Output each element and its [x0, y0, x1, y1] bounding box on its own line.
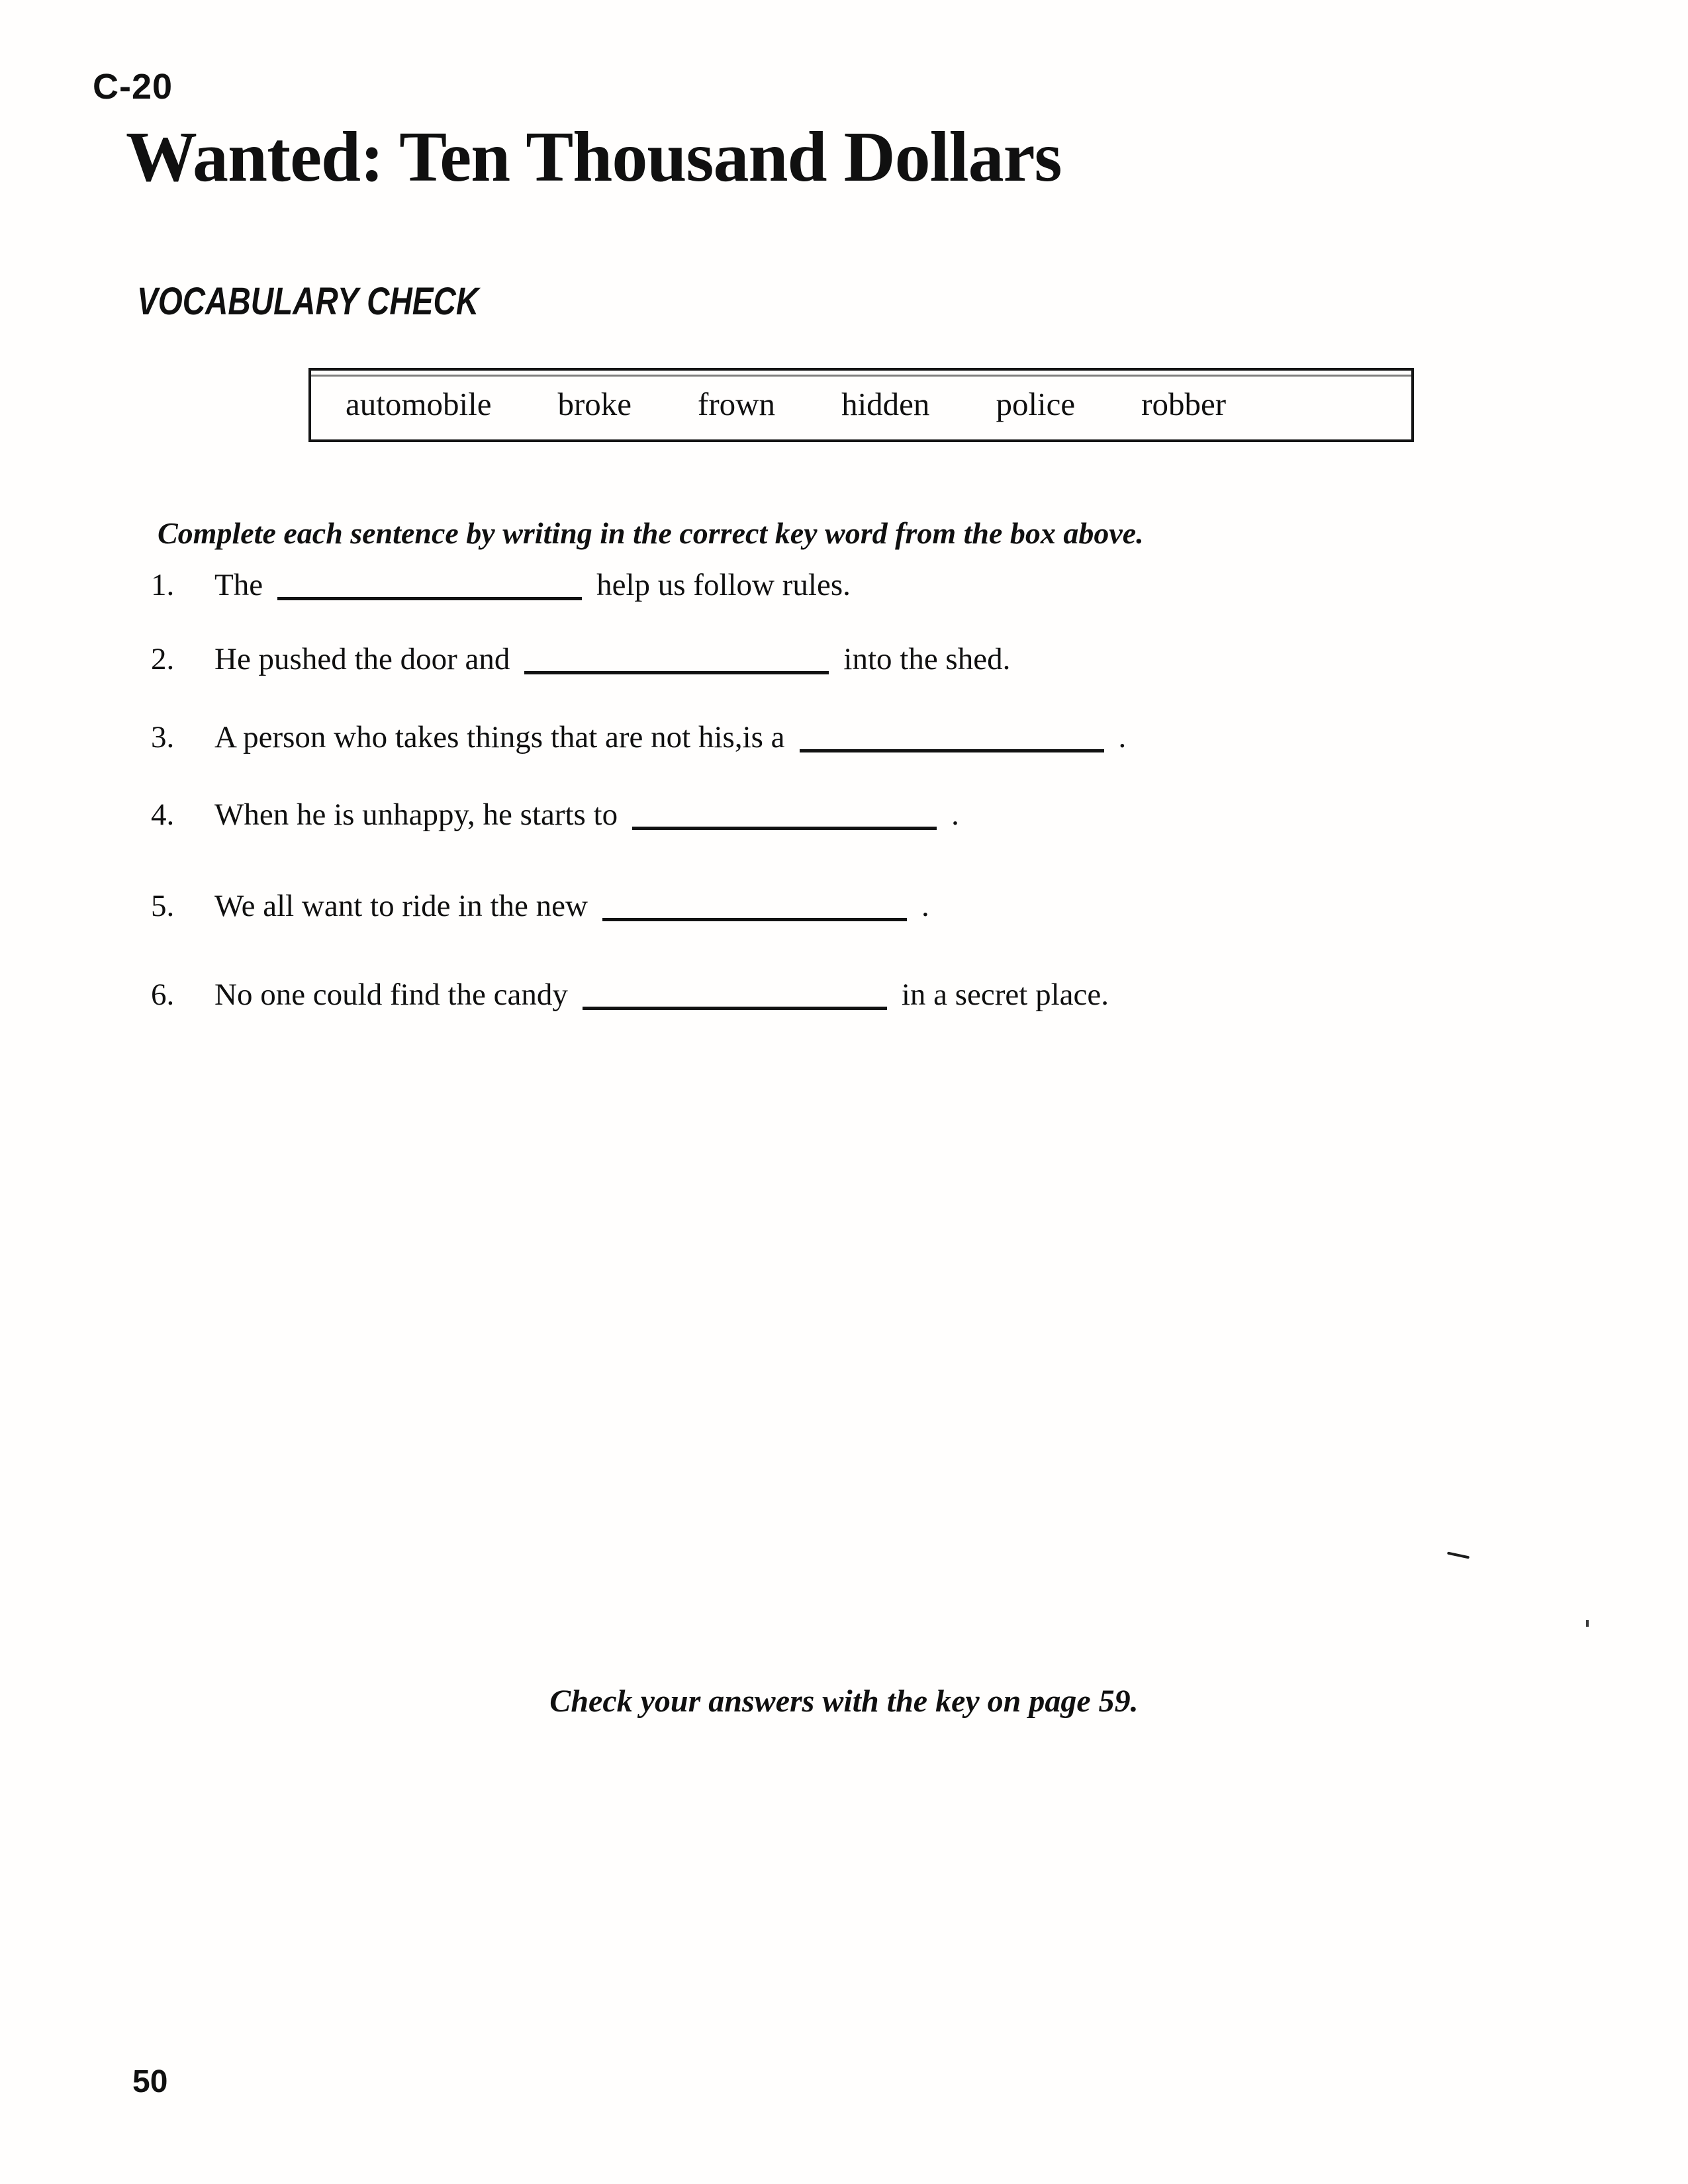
sentence-text-before-blank: We all want to ride in the new: [214, 889, 588, 923]
sentence-text-before-blank: He pushed the door and: [214, 642, 510, 676]
sentence-row: [151, 891, 929, 922]
key-word: frown: [698, 385, 776, 422]
fill-in-blank-line: [800, 741, 1104, 752]
sentence-text-after-blank: into the shed.: [843, 642, 1011, 676]
key-word: robber: [1141, 385, 1227, 422]
sentence-text-before-blank: A person who takes things that are not his,is a: [214, 720, 785, 754]
section-heading-vocabulary-check: VOCABULARY CHECK: [137, 280, 479, 323]
sentence-number: 6.: [151, 978, 175, 1012]
sentence-number: 2.: [151, 642, 175, 676]
key-word: hidden: [841, 385, 930, 422]
sentence-row: [151, 979, 1109, 1011]
sentence-number: 4.: [151, 797, 175, 832]
fill-in-blank-line: [277, 589, 582, 600]
page-title: Wanted: Ten Thousand Dollars: [126, 118, 1062, 197]
sentence-number: 3.: [151, 720, 175, 754]
key-word: police: [996, 385, 1076, 422]
sentence-row: [151, 644, 1010, 675]
sentence-number: 5.: [151, 889, 175, 923]
sentence-text-after-blank: .: [951, 797, 959, 832]
fill-in-blank-line: [583, 999, 887, 1010]
sentence-text-before-blank: No one could find the candy: [214, 978, 568, 1012]
scan-speck-dash: [1586, 1620, 1589, 1627]
scan-speck-tilde: [1447, 1552, 1470, 1559]
lesson-code-label: C-20: [93, 67, 173, 107]
sentence-text-after-blank: .: [1118, 720, 1127, 754]
answer-key-note: Check your answers with the key on page 59.: [549, 1684, 1139, 1719]
sentence-text-before-blank: When he is unhappy, he starts to: [214, 797, 618, 832]
fill-in-blank-line: [632, 819, 937, 830]
sentence-row: [151, 570, 851, 601]
sentence-text-after-blank: help us follow rules.: [596, 568, 851, 602]
fill-in-blank-line: [602, 910, 907, 921]
sentence-text-after-blank: in a secret place.: [901, 978, 1109, 1012]
exercise-instruction: Complete each sentence by writing in the correct key word from the box above.: [158, 516, 1144, 550]
sentence-number: 1.: [151, 568, 175, 602]
sentence-row: [151, 722, 1126, 753]
key-word: automobile: [346, 385, 492, 422]
page-number: 50: [132, 2064, 168, 2099]
sentence-text-after-blank: .: [921, 889, 929, 923]
sentence-row: [151, 799, 959, 831]
key-word: broke: [557, 385, 632, 422]
fill-in-blank-line: [524, 663, 829, 674]
sentence-text-before-blank: The: [214, 568, 263, 602]
key-word-box: [308, 368, 1414, 442]
